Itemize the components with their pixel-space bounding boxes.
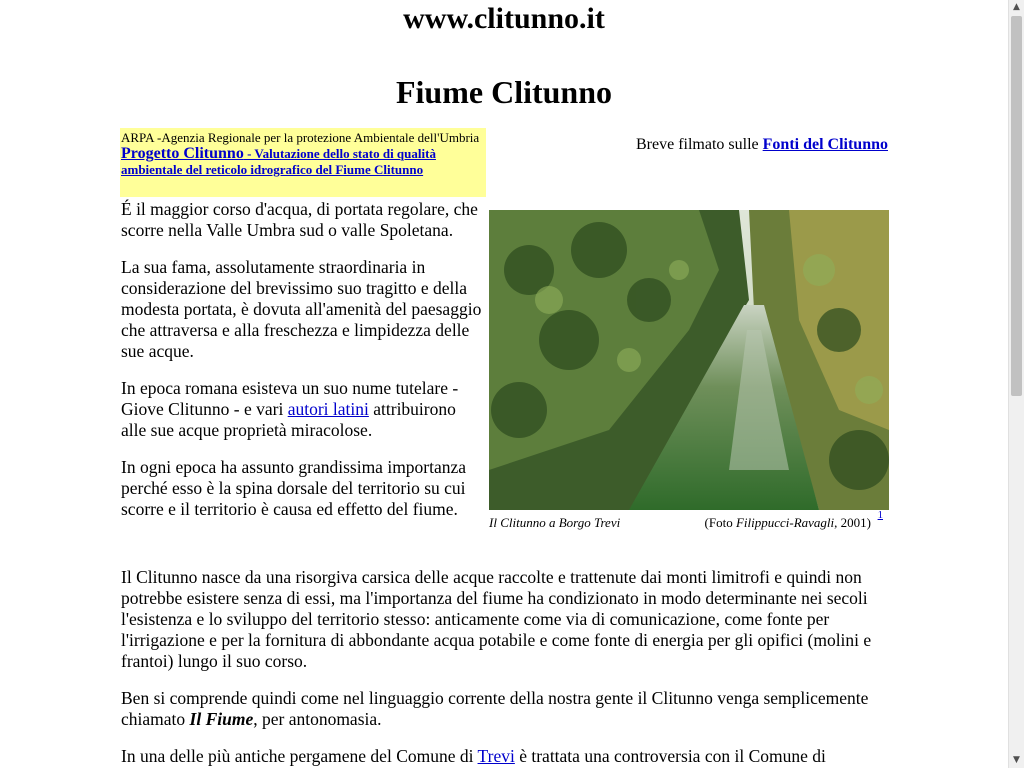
il-fiume-emphasis: Il Fiume — [189, 709, 254, 729]
photo-credit — [705, 515, 871, 531]
intro-paragraph-3 — [121, 378, 483, 441]
fonti-clitunno-link[interactable]: Fonti del Clitunno — [762, 136, 888, 153]
arpa-box — [120, 128, 486, 197]
trevi-link[interactable]: Trevi — [477, 746, 515, 766]
video-line — [636, 136, 888, 154]
scroll-down-arrow-icon[interactable]: ▼ — [1013, 755, 1020, 765]
autori-latini-link[interactable]: autori latini — [287, 399, 369, 419]
project-name: Progetto Clitunno — [121, 145, 244, 162]
credit-suffix: , 2001) — [834, 515, 871, 530]
scroll-up-arrow-icon[interactable]: ▲ — [1013, 2, 1020, 12]
scrollbar-thumb[interactable] — [1011, 16, 1022, 396]
caption-text: Il Clitunno a Borgo Trevi — [489, 515, 621, 530]
progetto-clitunno-link[interactable] — [121, 146, 436, 177]
body-paragraph-6 — [121, 688, 887, 730]
project-desc: - Valutazione dello stato di qualità ambientale del reticolo idrografico del Fiume Clitunno — [121, 146, 436, 177]
p3-text-after: attribuirono alle sue acque proprietà miracolose. — [121, 399, 456, 440]
body-text — [121, 567, 887, 768]
p6-text-before: Ben si comprende quindi come nel linguaggio corrente della nostra gente il Clitunno venga semplicemente chiamato — [121, 688, 869, 729]
credit-prefix: (Foto — [704, 515, 736, 530]
river-photo — [489, 210, 889, 510]
intro-column — [121, 199, 483, 536]
footnote-link[interactable]: 1 — [877, 509, 883, 521]
site-title: www.clitunno.it — [403, 2, 605, 35]
intro-paragraph-1: É il maggior corso d'acqua, di portata regolare, che scorre nella Valle Umbra sud o valle Spoletana. — [121, 199, 478, 240]
river-photo-image — [489, 210, 889, 510]
p3-text-before: In epoca romana esisteva un suo nume tutelare - Giove Clitunno - e vari — [121, 378, 459, 419]
p6-text-after: , per antonomasia. — [253, 709, 382, 729]
body-paragraph-7 — [121, 746, 887, 767]
page-title: Fiume Clitunno — [395, 74, 613, 110]
credit-author: Filippucci-Ravagli — [735, 515, 835, 530]
arpa-org-text: ARPA -Agenzia Regionale per la protezione Ambientale dell'Umbria — [121, 130, 480, 145]
video-prefix: Breve filmato sulle — [636, 136, 763, 153]
vertical-scrollbar[interactable] — [1008, 0, 1024, 768]
footnote-ref — [878, 509, 883, 521]
body-paragraph-5: Il Clitunno nasce da una risorgiva carsica delle acque raccolte e trattenute dai monti limitrofi e quindi non potrebbe esistere senza di essi, ma l'importanza del fiume ha condizionato in modo determinante nei secoli l'esistenza e lo sviluppo del territorio stesso: anticamente come via di comunicazione, come fonte per l'irrigazione e per la fornitura di abbondante acqua potabile e come fonte di energia per gli opifici (molini e frantoi) lungo il suo corso. — [121, 567, 872, 671]
p7-text-before: In una delle più antiche pergamene del Comune di — [121, 746, 478, 766]
intro-paragraph-4: In ogni epoca ha assunto grandissima importanza perché esso è la spina dorsale del territorio su cui scorre e il territorio è causa ed effetto del fiume. — [121, 457, 467, 519]
intro-paragraph-2: La sua fama, assolutamente straordinaria in considerazione del brevissimo suo tragitto e della modesta portata, è dovuta all'amenità del paesaggio che attraversa e alla freschezza e limpidezza delle sue acque. — [121, 257, 482, 361]
p7-text-after: è trattata una controversia con il Comune di — [514, 746, 826, 766]
